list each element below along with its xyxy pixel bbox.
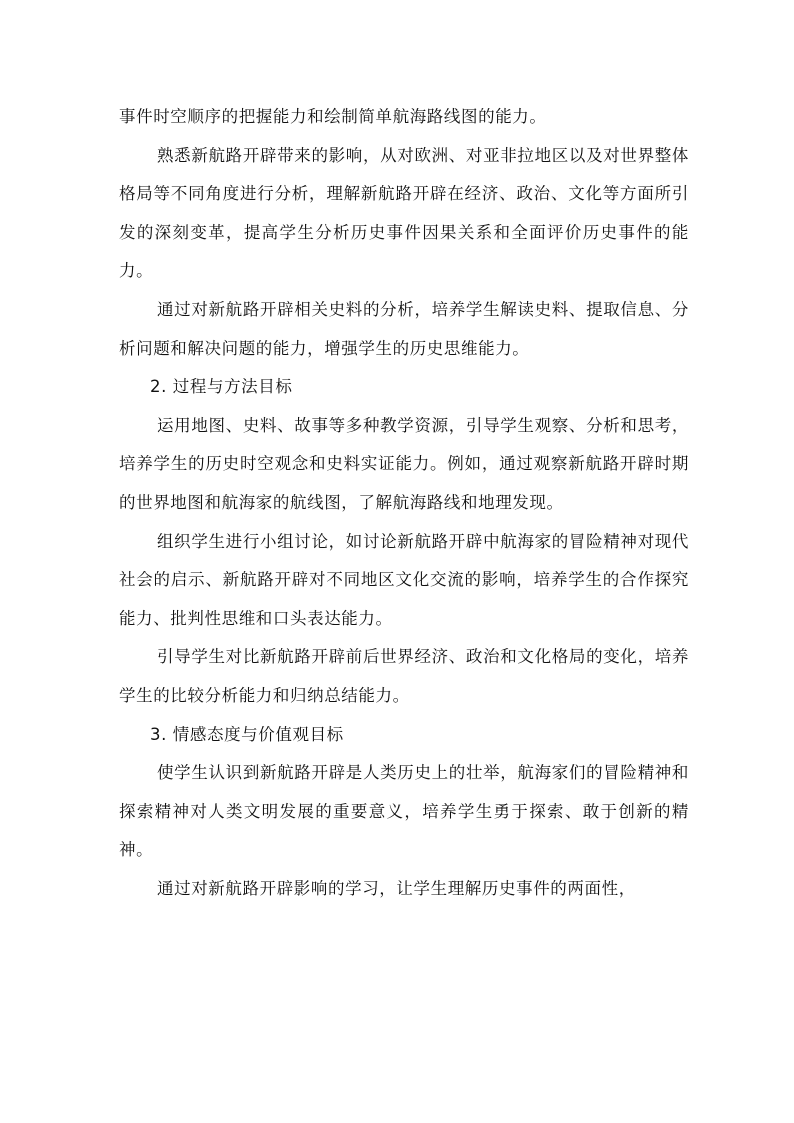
section-heading-process-methods: 2. 过程与方法目标 bbox=[150, 377, 293, 397]
paragraph-sources: 通过对新航路开辟相关史料的分析，培养学生解读史料、提取信息、分析问题和解决问题的能力，增强学生的历史思维能力。 bbox=[119, 299, 689, 358]
paragraph-group-discussion: 组织学生进行小组讨论，如讨论新航路开辟中航海家的冒险精神对现代社会的启示、新航路开辟对不同地区文化交流的影响，培养学生的合作探究能力、批判性思维和口头表达能力。 bbox=[119, 531, 689, 628]
paragraph-two-sides: 通过对新航路开辟影响的学习，让学生理解历史事件的两面性， bbox=[157, 878, 636, 898]
paragraph-resources: 运用地图、史料、故事等多种教学资源，引导学生观察、分析和思考，培养学生的历史时空观念和史料实证能力。例如，通过观察新航路开辟时期的世界地图和航海家的航线图，了解航海路线和地理发现。 bbox=[119, 415, 689, 512]
paragraph-comparison: 引导学生对比新航路开辟前后世界经济、政治和文化格局的变化，培养学生的比较分析能力和归纳总结能力。 bbox=[119, 647, 689, 705]
paragraph-continuation: 事件时空顺序的把握能力和绘制简单航海路线图的能力。 bbox=[119, 107, 547, 126]
section-heading-values: 3. 情感态度与价值观目标 bbox=[150, 724, 344, 744]
document-body bbox=[119, 98, 689, 908]
paragraph-exploration-spirit: 使学生认识到新航路开辟是人类历史上的壮举，航海家们的冒险精神和探索精神对人类文明发展的重要意义，培养学生勇于探索、敢于创新的精神。 bbox=[119, 763, 689, 860]
paragraph-influence: 熟悉新航路开辟带来的影响，从对欧洲、对亚非拉地区以及对世界整体格局等不同角度进行分析，理解新航路开辟在经济、政治、文化等方面所引发的深刻变革，提高学生分析历史事件因果关系和全面评价历史事件的能力。 bbox=[119, 145, 689, 281]
